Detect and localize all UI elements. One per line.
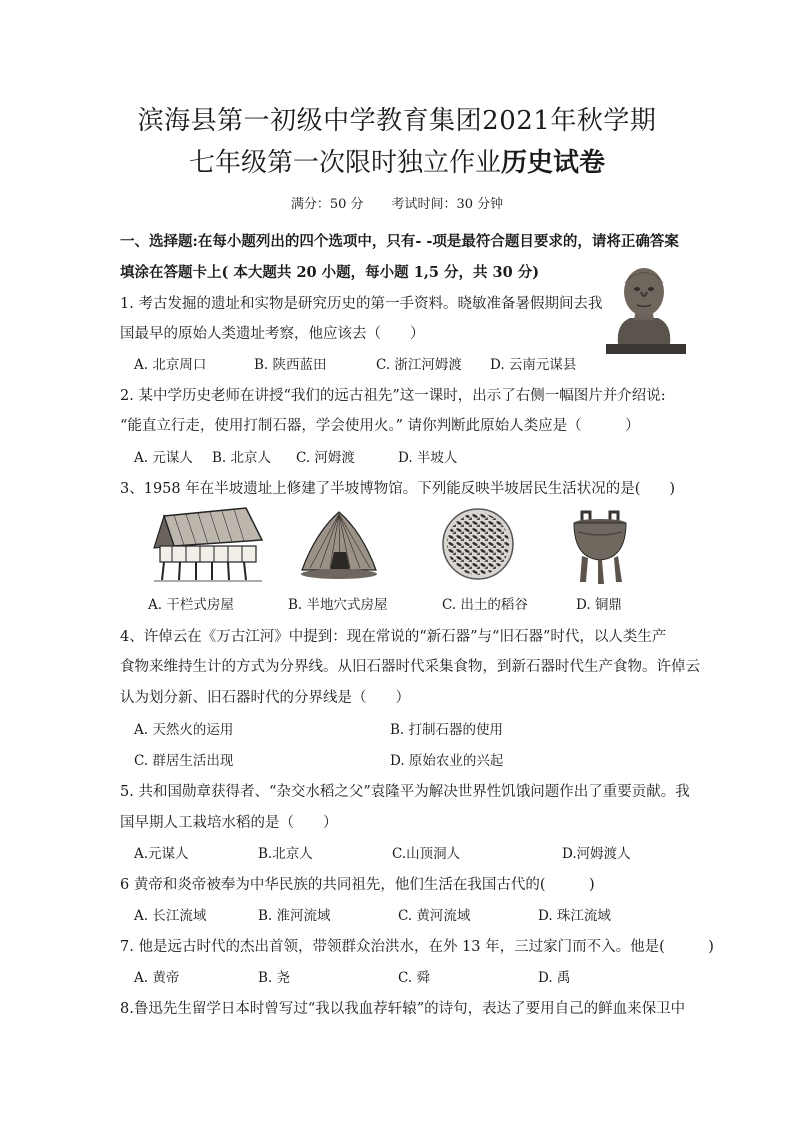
exam-meta — [0, 193, 794, 212]
q3-option-a: A. 干栏式房屋 — [148, 597, 234, 613]
q4-option-c: C. 群居生活出现 — [134, 753, 234, 769]
q6-option-c: C. 黄河流域 — [398, 908, 471, 924]
q6-option-d: D. 珠江流域 — [538, 908, 611, 924]
q2-option-b: B. 北京人 — [212, 450, 272, 466]
q5-text-line1: 5. 共和国勋章获得者、“杂交水稻之父”袁隆平为解决世界性饥饿问题作出了重要贡献。我 — [120, 784, 690, 800]
stilt-house-image — [150, 504, 268, 584]
q4-text-line3: 认为划分新、旧石器时代的分界线是（ ） — [120, 690, 410, 706]
exam-title-line1: 滨海县第一初级中学教育集团2021年秋学期 — [137, 106, 657, 136]
q6-text-line1: 6 黄帝和炎帝被奉为中华民族的共同祖先，他们生活在我国古代的( ) — [120, 877, 595, 893]
exam-title-normal: 七年级第一次限时独立作业 — [188, 148, 501, 178]
q2-text-line2: “能直立行走，使用打制石器，学会使用火。” 请你判断此原始人类应是（ ） — [120, 418, 640, 434]
exam-title-bold: 历史试卷 — [501, 148, 606, 178]
bronze-ding-image — [568, 508, 632, 586]
unearthed-rice-image — [440, 506, 516, 582]
section1-heading-line2: 填涂在答题卡上( 本大题共 20 小题，每小题 1,5 分，共 30 分) — [120, 264, 540, 281]
q7-option-c: C. 舜 — [398, 970, 430, 986]
q4-option-a: A. 天然火的运用 — [134, 722, 234, 738]
q3-option-b: B. 半地穴式房屋 — [288, 597, 388, 613]
q1-text-line2: 国最早的原始人类遗址考察，他应该去（ ） — [120, 326, 425, 342]
q1-option-c: C. 浙江河姆渡 — [376, 357, 462, 373]
q5-option-c: C.山顶洞人 — [392, 846, 461, 862]
q4-text-line2: 食物来维持生计的方式为分界线。从旧石器时代采集食物，到新石器时代生产食物。许倬云 — [120, 659, 700, 675]
q1-option-d: D. 云南元谋县 — [490, 357, 577, 373]
q3-text-line1: 3、1958 年在半坡遗址上修建了半坡博物馆。下列能反映半坡居民生活状况的是( ) — [120, 481, 676, 497]
q6-option-a: A. 长江流域 — [134, 908, 207, 924]
exam-title-line2 — [0, 142, 794, 179]
q6-option-b: B. 淮河流域 — [258, 908, 331, 924]
q1-text-line1: 1. 考古发掘的遗址和实物是研究历史的第一手资料。晓敏准备暑假期间去我 — [120, 296, 603, 312]
q3-option-d: D. 铜鼎 — [576, 597, 622, 613]
early-human-bust-image — [600, 262, 690, 357]
q7-option-b: B. 尧 — [258, 970, 291, 986]
section1-heading-line1: 一、选择题:在每小题列出的四个选项中，只有- -项是最符合题目要求的，请将正确答案 — [120, 233, 679, 250]
q5-option-b: B.北京人 — [258, 846, 313, 862]
q7-option-d: D. 禹 — [538, 970, 571, 986]
q3-option-c: C. 出土的稻谷 — [442, 597, 528, 613]
q7-text-line1: 7. 他是远古时代的杰出首领，带领群众治洪水，在外 13 年，三过家门而不入。他是( ) — [120, 939, 714, 955]
q2-option-d: D. 半坡人 — [398, 450, 458, 466]
q1-option-a: A. 北京周口 — [134, 357, 207, 373]
semi-subterranean-house-image — [296, 508, 382, 584]
q4-option-d: D. 原始农业的兴起 — [390, 753, 504, 769]
q5-option-a: A.元谋人 — [134, 846, 189, 862]
q2-option-c: C. 河姆渡 — [296, 450, 355, 466]
q4-text-line1: 4、许倬云在《万古江河》中提到：现在常说的“新石器”与“旧石器”时代，以人类生产 — [120, 629, 667, 645]
exam-score: 满分：50 分 — [290, 197, 364, 212]
q5-text-line2: 国早期人工栽培水稻的是（ ） — [120, 815, 338, 831]
q2-text-line1: 2. 某中学历史老师在讲授“我们的远古祖先”这一课时，出示了右侧一幅图片并介绍说: — [120, 388, 666, 404]
q1-option-b: B. 陕西蓝田 — [254, 357, 327, 373]
q7-option-a: A. 黄帝 — [134, 970, 180, 986]
q5-option-d: D.河姆渡人 — [562, 846, 631, 862]
q2-option-a: A. 元谋人 — [134, 450, 193, 466]
q4-option-b: B. 打制石器的使用 — [390, 722, 504, 738]
q8-text-line1: 8.鲁迅先生留学日本时曾写过“我以我血荐轩辕”的诗句，表达了要用自己的鲜血来保卫中 — [120, 1001, 686, 1017]
exam-time: 考试时间：30 分钟 — [391, 197, 504, 212]
